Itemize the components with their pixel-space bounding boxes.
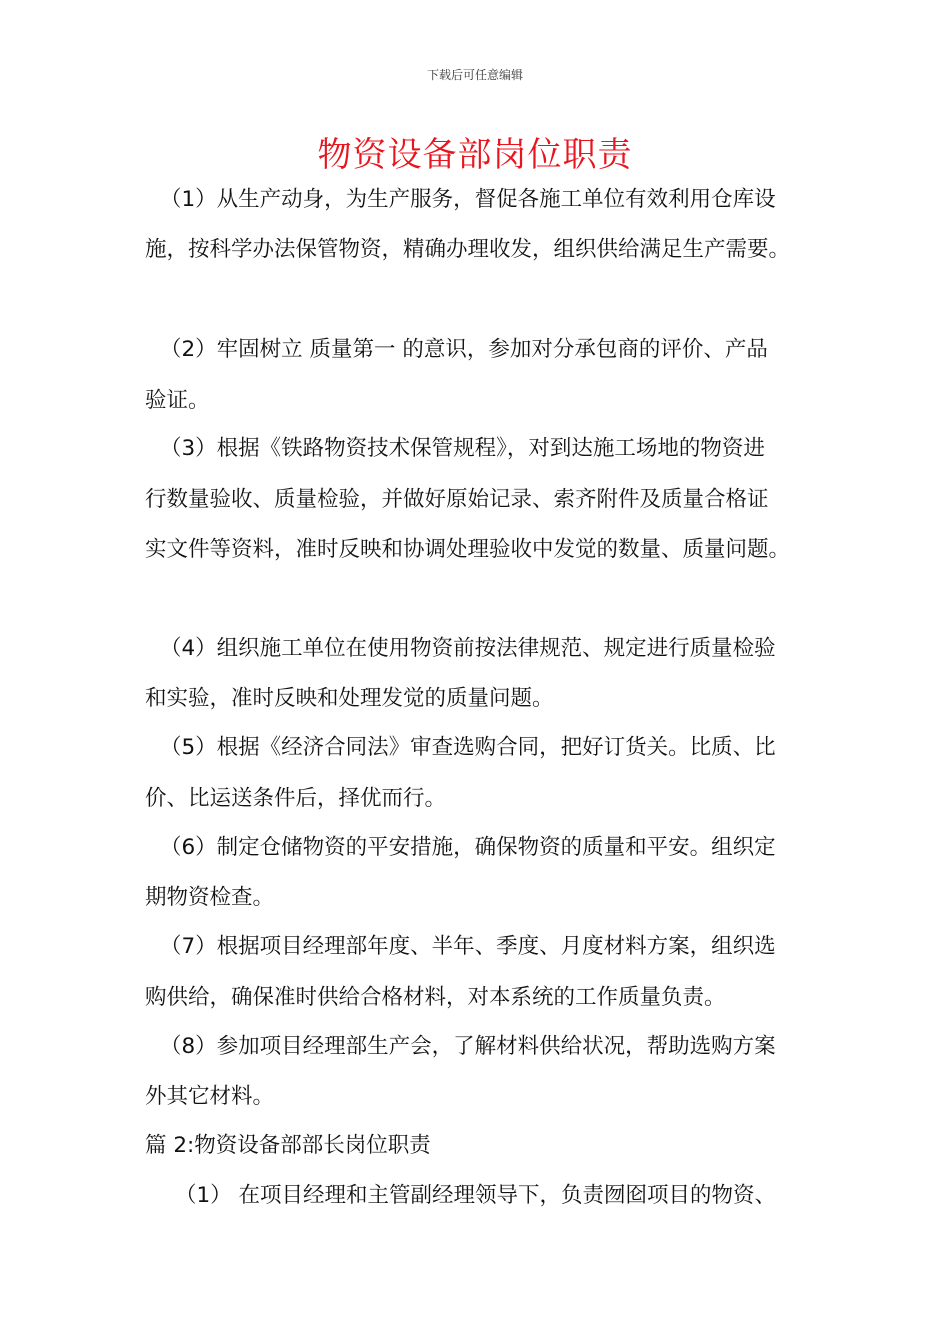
document-title: 物资设备部岗位职责 [317,135,633,175]
paragraph-7-line-1: （7）根据项目经理部年度、半年、季度、月度材料方案，组织选 [160,934,776,959]
paragraph-6-line-1: （6）制定仓储物资的平安措施，确保物资的质量和平安。组织定 [160,835,776,860]
section-2-paragraph-1-line-1: （1） 在项目经理和主管副经理领导下，负责囫囵项目的物资、 [175,1183,777,1208]
paragraph-3-line-3: 实文件等资料，准时反映和协调处理验收中发觉的数量、质量问题。 [145,537,791,562]
paragraph-7-line-2: 购供给，确保准时供给合格材料，对本系统的工作质量负责。 [145,985,726,1010]
paragraph-4-line-1: （4）组织施工单位在使用物资前按法律规范、规定进行质量检验 [160,636,776,661]
paragraph-6-line-2: 期物资检查。 [145,885,275,910]
section-2-heading: 篇 2:物资设备部部长岗位职责 [145,1133,431,1158]
paragraph-4-line-2: 和实验，准时反映和处理发觉的质量问题。 [145,686,554,711]
paragraph-1-line-2: 施，按科学办法保管物资，精确办理收发，组织供给满足生产需要。 [145,237,791,262]
paragraph-3-line-1: （3）根据《铁路物资技术保管规程》，对到达施工场地的物资进 [160,436,765,461]
header-note: 下载后可任意编辑 [426,68,523,82]
paragraph-3-line-2: 行数量验收、质量检验，并做好原始记录、索齐附件及质量合格证 [145,487,769,512]
paragraph-1-line-1: （1）从生产动身，为生产服务，督促各施工单位有效利用仓库设 [160,187,776,212]
paragraph-5-line-2: 价、比运送条件后，择优而行。 [145,786,447,811]
paragraph-2-line-2: 验证。 [145,388,210,413]
paragraph-8-line-1: （8）参加项目经理部生产会，了解材料供给状况，帮助选购方案 [160,1034,776,1059]
paragraph-5-line-1: （5）根据《经济合同法》审查选购合同，把好订货关。比质、比 [160,735,776,760]
paragraph-8-line-2: 外其它材料。 [145,1084,275,1109]
paragraph-2-line-1: （2）牢固树立 质量第一 的意识，参加对分承包商的评价、产品 [160,337,768,362]
